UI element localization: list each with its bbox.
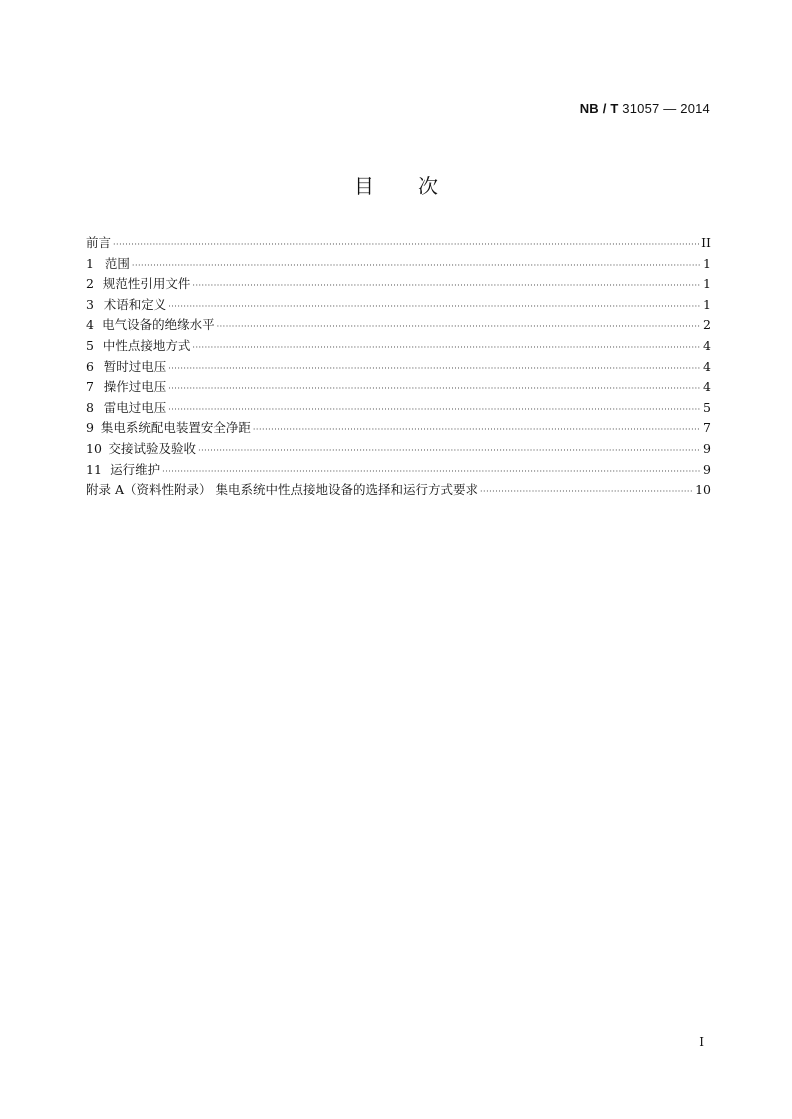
page-title (0, 170, 792, 199)
toc-entry-label: 术语和定义 (103, 296, 167, 312)
toc-entry-number: 5 (86, 337, 94, 353)
toc-entry-number: 3 (86, 296, 94, 312)
toc-entry[interactable] (86, 480, 711, 501)
table-of-contents (86, 233, 711, 501)
toc-leader-dots (192, 281, 701, 290)
toc-entry[interactable] (86, 315, 711, 336)
toc-leader-dots (168, 384, 701, 393)
toc-leader-dots (162, 467, 701, 476)
toc-entry[interactable] (86, 460, 711, 481)
toc-entry-page: 9 (703, 461, 711, 477)
toc-leader-dots (113, 240, 699, 249)
toc-entry[interactable] (86, 295, 711, 316)
toc-entry-label: 运行维护 (110, 461, 161, 477)
toc-entry-label: 交接试验及验收 (108, 440, 197, 456)
title-char-1: 目 (354, 174, 374, 198)
toc-entry-label: 集电系统配电装置安全净距 (100, 420, 251, 436)
toc-entry[interactable] (86, 439, 711, 460)
toc-entry-number: 4 (86, 317, 94, 333)
toc-entry[interactable] (86, 398, 711, 419)
page-number: I (699, 1035, 704, 1049)
toc-leader-dots (132, 261, 701, 270)
toc-entry[interactable] (86, 377, 711, 398)
toc-entry-number: 8 (86, 399, 94, 415)
toc-entry-page: 4 (703, 337, 711, 353)
toc-entry[interactable] (86, 418, 711, 439)
toc-leader-dots (168, 364, 701, 373)
toc-leader-dots (192, 343, 701, 352)
toc-entry-number: 10 (86, 440, 102, 456)
toc-entry-label: 中性点接地方式 (102, 337, 191, 353)
toc-leader-dots (480, 487, 693, 496)
toc-leader-dots (198, 446, 701, 455)
toc-entry-label: 雷电过电压 (103, 399, 167, 415)
toc-entry-page: 4 (703, 379, 711, 395)
toc-entry-page: 1 (703, 296, 711, 312)
toc-entry-page: 2 (703, 317, 711, 333)
standard-code-number: 31057 — 2014 (618, 101, 710, 116)
toc-leader-dots (168, 405, 701, 414)
toc-entry-number: 2 (86, 276, 94, 292)
toc-entry[interactable] (86, 254, 711, 275)
standard-code-prefix: NB / T (579, 101, 619, 116)
toc-entry-number: 7 (86, 379, 94, 395)
toc-entry-number: 11 (86, 461, 102, 477)
toc-entry[interactable] (86, 336, 711, 357)
toc-entry-page: 9 (703, 440, 711, 456)
toc-entry-label: 规范性引用文件 (102, 276, 191, 292)
toc-entry-label: 电气设备的绝缘水平 (102, 317, 215, 333)
title-char-2: 次 (418, 174, 438, 198)
toc-leader-dots (217, 322, 701, 331)
toc-leader-dots (253, 425, 701, 434)
toc-entry-number: 9 (86, 420, 94, 436)
toc-entry-page: 1 (703, 255, 711, 271)
toc-entry-page: 1 (703, 276, 711, 292)
standard-code (580, 101, 710, 116)
toc-entry-page: 10 (695, 482, 711, 498)
toc-entry-label: 操作过电压 (103, 379, 167, 395)
toc-entry[interactable] (86, 357, 711, 378)
toc-entry-number: 1 (86, 255, 94, 271)
toc-entry-page: II (701, 235, 711, 250)
toc-entry-number: 6 (86, 358, 94, 374)
toc-entry[interactable] (86, 274, 711, 295)
toc-entry-page: 5 (703, 399, 711, 415)
toc-entry-label: 附录 A（资料性附录） 集电系统中性点接地设备的选择和运行方式要求 (86, 482, 478, 498)
toc-entry-page: 4 (703, 358, 711, 374)
toc-entry-page: 7 (703, 420, 711, 436)
toc-entry-label: 前言 (86, 235, 112, 250)
toc-entry-label: 范围 (104, 255, 130, 271)
toc-leader-dots (168, 302, 701, 311)
toc-entry-label: 暂时过电压 (103, 358, 167, 374)
toc-entry[interactable] (86, 233, 711, 254)
